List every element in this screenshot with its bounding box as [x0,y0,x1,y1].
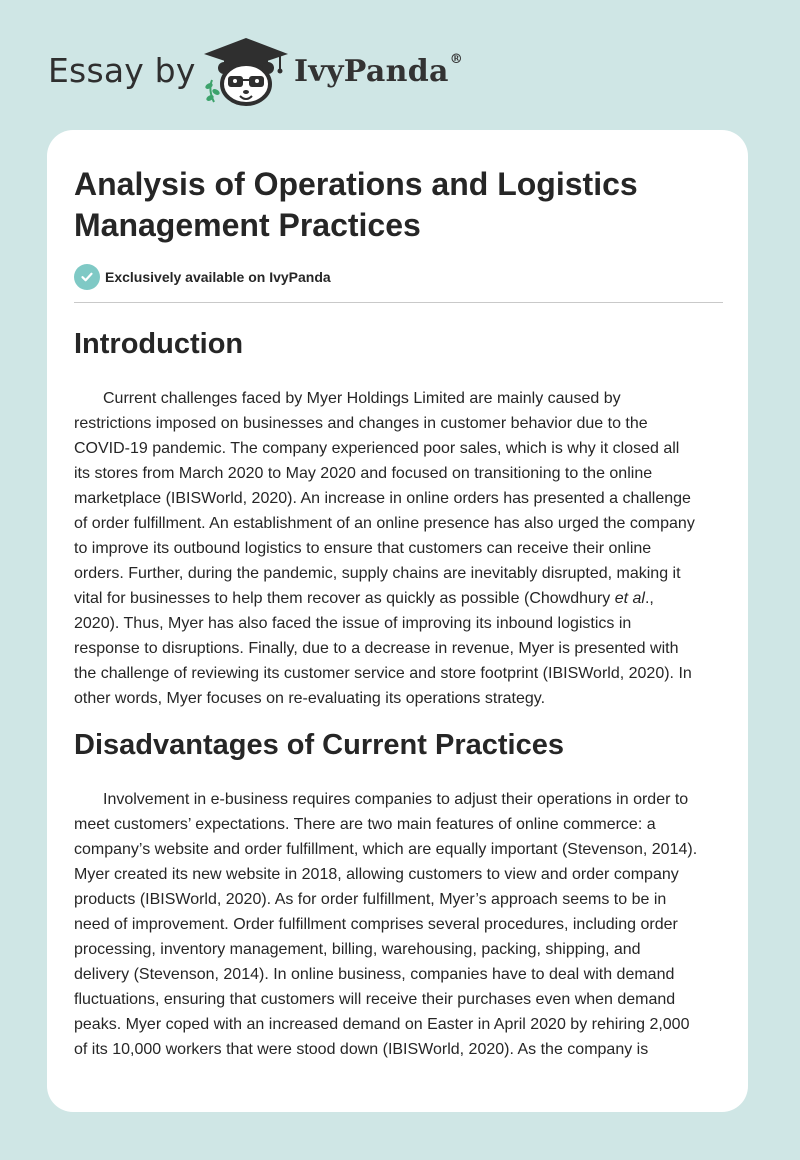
section-heading-disadvantages: Disadvantages of Current Practices [74,729,564,761]
paragraph-line: 2020). Thus, Myer has also faced the issue of improving its inbound logistics in [74,615,632,632]
paragraph-line: delivery (Stevenson, 2014). In online business, companies have to deal with demand [74,966,675,983]
paragraph-line: products (IBISWorld, 2020). As for order fulfillment, Myer’s approach seems to be in [74,891,667,908]
paragraph-line: restrictions imposed on businesses and changes in customer behavior due to the [74,415,648,432]
paragraph-line: Current challenges faced by Myer Holdings Limited are mainly caused by [103,390,621,407]
essay-card [47,130,748,1112]
paragraph-line: need of improvement. Order fulfillment comprises several procedures, including order [74,916,678,933]
paragraph-line: response to disruptions. Finally, due to a decrease in revenue, Myer is presented with [74,640,679,657]
paragraph-text: vital for businesses to help them recover as quickly as possible (Chowdhury [74,590,615,607]
title-line: Management Practices [74,207,421,243]
paragraph-line: of order fulfillment. An establishment of an online presence has also urged the company [74,515,695,532]
paragraph-line: orders. Further, during the pandemic, supply chains are inevitably disrupted, making it [74,565,681,582]
title-line: Analysis of Operations and Logistics [74,166,638,202]
paragraph-line: Myer created its new website in 2018, allowing customers to view and order company [74,866,679,883]
paragraph-text: ., [644,590,654,607]
disadvantages-paragraph [74,787,726,1062]
paragraph-line: other words, Myer focuses on re-evaluating its operations strategy. [74,690,546,707]
page-title [74,164,724,246]
paragraph-line: Involvement in e-business requires companies to adjust their operations in order to [103,791,689,808]
divider [74,302,723,303]
paragraph-line: its stores from March 2020 to May 2020 and focused on transitioning to the online [74,465,653,482]
paragraph-line: COVID-19 pandemic. The company experienced poor sales, which is why it closed all [74,440,680,457]
paragraph-line: marketplace (IBISWorld, 2020). An increase in online orders has presented a challenge [74,490,691,507]
paragraph-line: processing, inventory management, billing, warehousing, packing, shipping, and [74,941,641,958]
citation-et-al: et al [614,590,645,607]
brand-name[interactable] [294,54,463,89]
trademark-mark: ® [449,52,464,67]
exclusive-label: Exclusively available on IvyPanda [105,269,331,285]
brand-text: IvyPanda [294,54,449,89]
paragraph-line: the challenge of reviewing its customer service and store footprint (IBISWorld, 2020). In [74,665,692,682]
section-heading-introduction: Introduction [74,328,244,360]
paragraph-line: meet customers’ expectations. There are two main features of online commerce: a [74,816,656,833]
paragraph-line: fluctuations, ensuring that customers will receive their purchases even when demand [74,991,676,1008]
essay-by-label: Essay by [48,51,196,90]
paragraph-line [74,586,726,611]
paragraph-line: of its 10,000 workers that were stood down (IBISWorld, 2020). As the company is [74,1041,649,1058]
intro-paragraph [74,386,726,711]
exclusive-badge [74,264,331,290]
panda-logo-icon[interactable] [200,36,292,108]
site-header [0,0,800,130]
paragraph-line: peaks. Myer coped with an increased demand on Easter in April 2020 by rehiring 2,000 [74,1016,690,1033]
paragraph-line: to improve its outbound logistics to ensure that customers can receive their online [74,540,652,557]
check-icon [74,264,100,290]
paragraph-line: company’s website and order fulfillment, which are equally important (Stevenson, 2014). [74,841,698,858]
